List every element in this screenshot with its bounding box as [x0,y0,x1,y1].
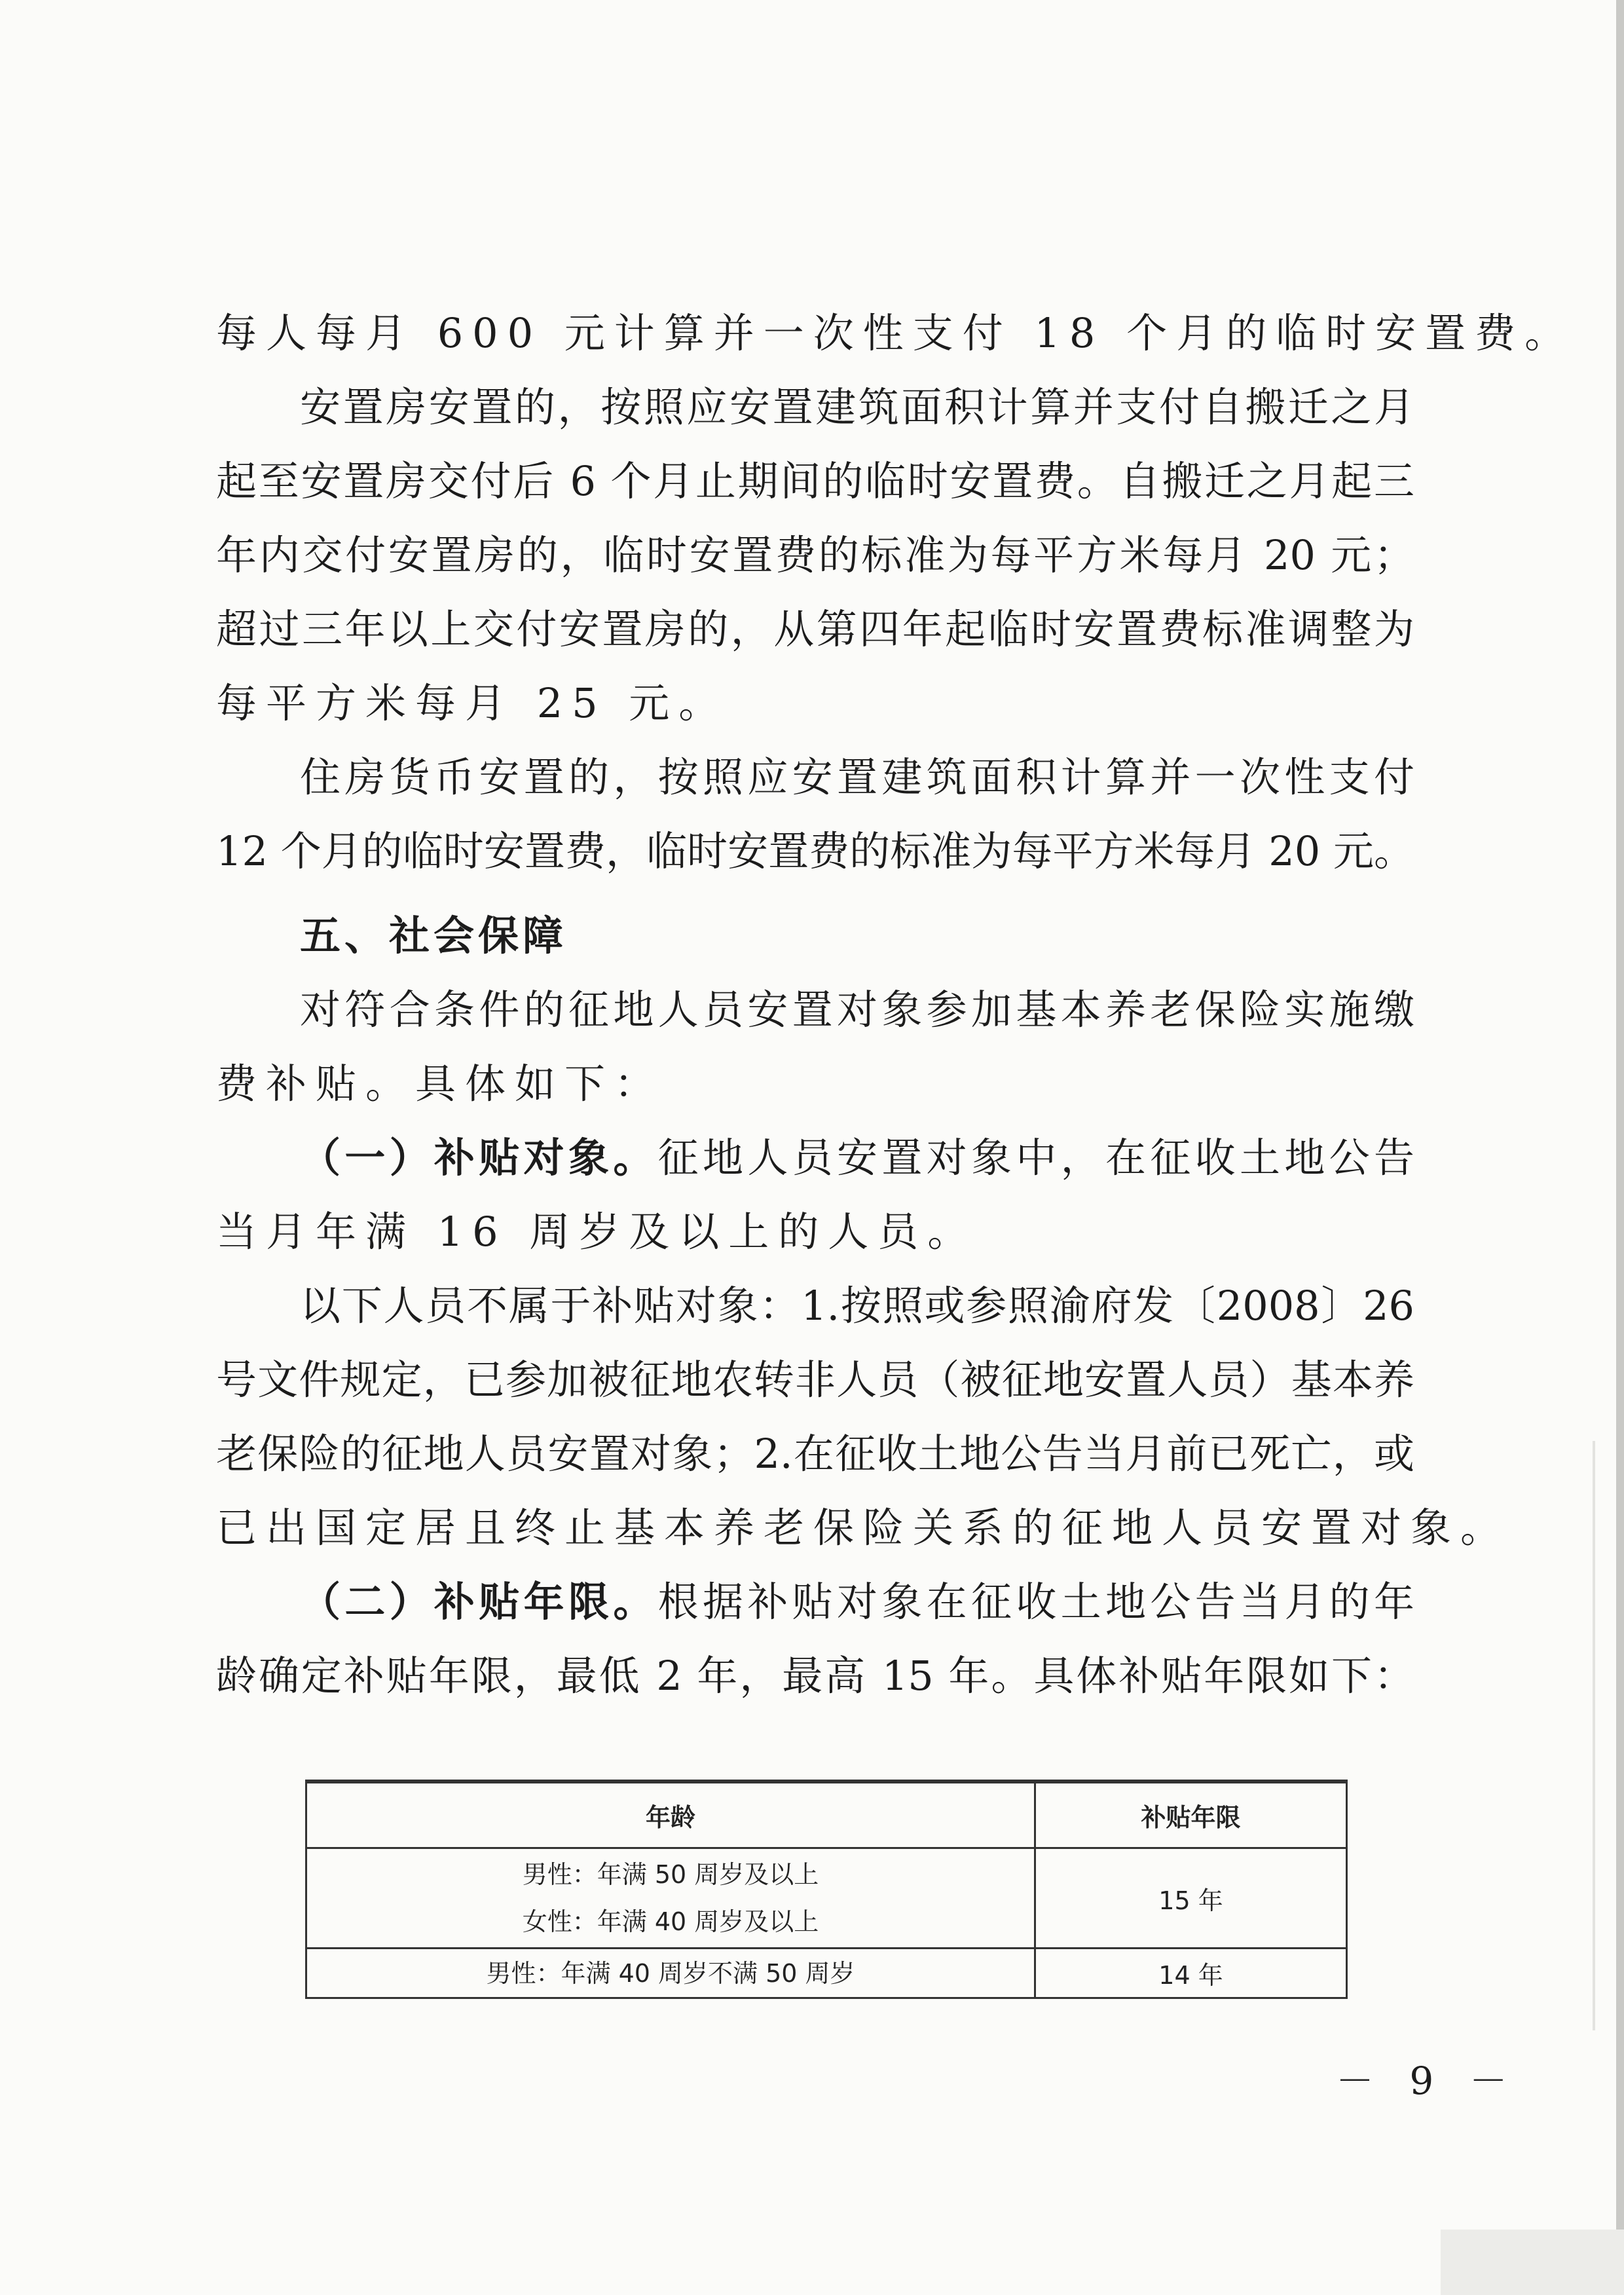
item-subsidy-years [300,1573,1414,1632]
header-age: 年龄 [306,1782,1035,1848]
years-cell: 14 年 [1035,1949,1347,1998]
paragraph-line: 每人每月 600 元计算并一次性支付 18 个月的临时安置费。 [216,309,1575,357]
paragraph-line: 安置房安置的，按照应安置建筑面积计算并支付自搬迁之月 [300,383,1414,431]
paragraph-line: 住房货币安置的，按照应安置建筑面积计算并一次性支付 [300,753,1414,801]
paragraph-line: 起至安置房交付后 6 个月止期间的临时安置费。自搬迁之月起三 [216,457,1414,505]
subsidy-years-table [305,1780,1348,1999]
scan-edge [1593,1441,1595,2030]
paragraph-line: 以下人员不属于补贴对象：1.按照或参照渝府发〔2008〕26 [300,1282,1414,1330]
item-text: 根据补贴对象在征收土地公告当月的年 [657,1578,1414,1626]
age-line: 男性：年满 40 周岁不满 50 周岁 [486,1958,855,1988]
section-heading: 五、社会保障 [300,912,568,960]
item-lead: （二）补贴年限。 [300,1578,658,1626]
age-line: 女性：年满 40 周岁及以上 [522,1907,819,1936]
paragraph-line: 费补贴。具体如下： [216,1060,665,1108]
item-text: 征地人员安置对象中，在征收土地公告 [657,1134,1414,1182]
paragraph-line: 对符合条件的征地人员安置对象参加基本养老保险实施缴 [300,986,1414,1034]
table-row [306,1949,1347,1998]
item-subsidy-target [300,1129,1414,1187]
age-line: 男性：年满 50 周岁及以上 [522,1860,819,1889]
paragraph-line: 当月年满 16 周岁及以上的人员。 [216,1208,978,1256]
paragraph-line: 号文件规定，已参加被征地农转非人员（被征地安置人员）基本养 [216,1356,1414,1404]
header-years: 补贴年限 [1035,1782,1347,1848]
paragraph-line: 超过三年以上交付安置房的，从第四年起临时安置费标准调整为 [216,605,1414,653]
paragraph-line: 龄确定补贴年限，最低 2 年，最高 15 年。具体补贴年限如下： [216,1652,1414,1700]
scan-corner-shadow [1441,2230,1624,2295]
paragraph-line: 每平方米每月 25 元。 [216,679,729,727]
table-row [306,1848,1347,1949]
years-cell: 15 年 [1035,1848,1347,1949]
paragraph-line: 老保险的征地人员安置对象；2.在征收土地公告当月前已死亡，或 [216,1430,1414,1478]
age-cell [306,1848,1035,1949]
paragraph-line: 12 个月的临时安置费，临时安置费的标准为每平方米每月 20 元。 [216,827,1414,875]
paragraph-line: 已出国定居且终止基本养老保险关系的征地人员安置对象。 [216,1504,1511,1552]
page-number: － 9 － [1336,2059,1519,2103]
item-lead: （一）补贴对象。 [300,1134,658,1182]
age-cell [306,1949,1035,1998]
table-header-row [306,1782,1347,1848]
paragraph-line: 年内交付安置房的，临时安置费的标准为每平方米每月 20 元； [216,531,1414,579]
scan-edge [1616,0,1624,2295]
